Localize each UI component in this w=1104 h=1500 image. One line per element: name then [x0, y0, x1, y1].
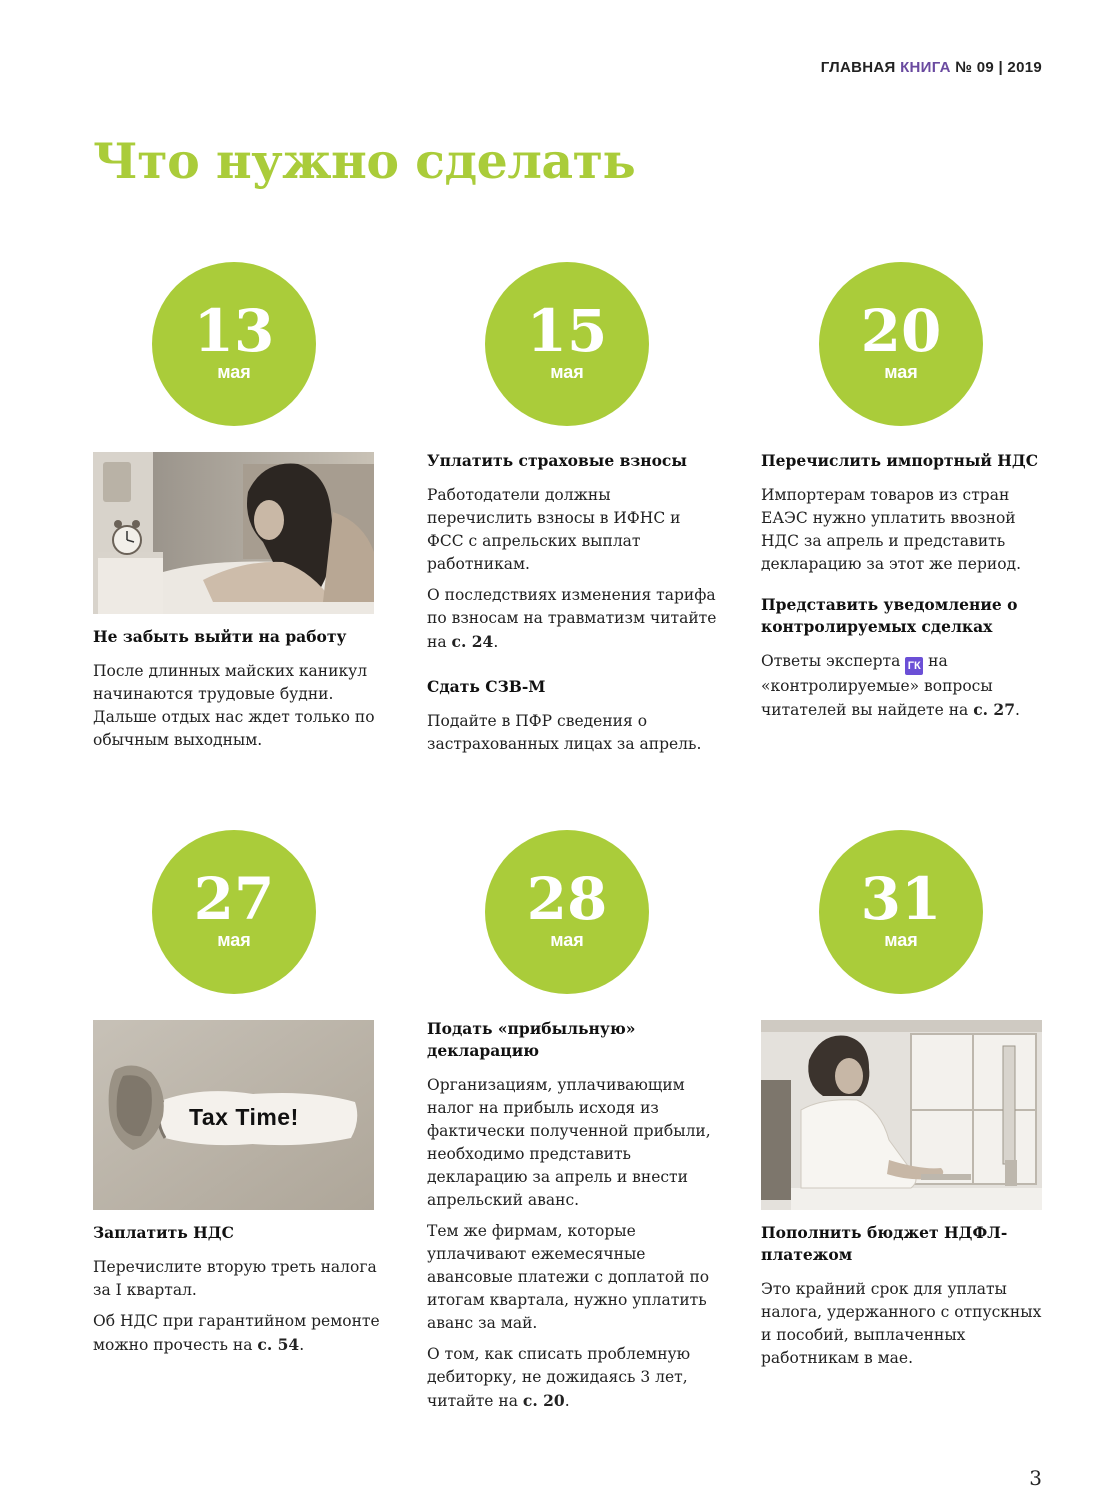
task-block-may15 — [427, 450, 717, 764]
task-block-may31 — [761, 1222, 1051, 1378]
task-title: Уплатить страховые взносы — [427, 451, 687, 470]
issue-number: № 09 | 2019 — [955, 59, 1042, 76]
brand-accent: КНИГА — [900, 59, 951, 76]
date-day: 20 — [860, 297, 942, 365]
date-day: 27 — [193, 865, 275, 933]
page-reference-link[interactable]: с. 27 — [973, 700, 1016, 719]
task-text: О последствиях изменения тарифа по взносам на травматизм читайте на с. 24. — [427, 586, 717, 651]
task-title: Пополнить бюджет НДФЛ-платежом — [761, 1223, 1008, 1264]
date-day: 13 — [193, 297, 275, 365]
date-day: 15 — [526, 297, 608, 365]
task-title: Представить уведомление о контролируемых сделках — [761, 595, 1018, 636]
photo-woman-at-computer — [761, 1020, 1042, 1210]
task-text: Организациям, уплачивающим налог на прибыль исходя из фактически полученной прибыли, необходимо представить декларацию за апрель и внести апрельский аванс. — [427, 1076, 711, 1209]
page-reference-link[interactable]: с. 20 — [522, 1391, 565, 1410]
date-month: мая — [217, 930, 251, 950]
task-block-may13 — [93, 626, 383, 760]
page-number: 3 — [1029, 1466, 1042, 1490]
task-text: Перечислите вторую треть налога за I квартал. — [93, 1258, 377, 1299]
task-text: Тем же фирмам, которые уплачивают ежемесячные авансовые платежи с доплатой по итогам квартала, нужно уплатить аванс за май. — [427, 1222, 710, 1332]
task-text-part: Об НДС при гарантийном ремонте можно прочесть на — [93, 1312, 380, 1354]
date-circle-15 — [485, 262, 649, 426]
photo-tax-time-torn-paper — [93, 1020, 374, 1210]
task-text-part: О последствиях изменения тарифа по взносам на травматизм читайте на — [427, 586, 717, 651]
date-circle-27 — [152, 830, 316, 994]
task-text: О том, как списать проблемную дебиторку, не дожидаясь 3 лет, читайте на с. 20. — [427, 1345, 691, 1410]
task-text: Работодатели должны перечислить взносы в ИФНС и ФСС с апрельских выплат работникам. — [427, 486, 681, 573]
page-reference-link[interactable]: с. 54 — [257, 1335, 300, 1354]
page-title: Что нужно сделать — [93, 132, 636, 190]
task-title: Подать «прибыльную» декларацию — [427, 1019, 636, 1060]
task-title: Перечислить импортный НДС — [761, 451, 1039, 470]
date-circle-31 — [819, 830, 983, 994]
task-title: Не забыть выйти на работу — [93, 627, 347, 646]
expert-badge-icon: ГК — [905, 657, 923, 675]
task-text: Об НДС при гарантийном ремонте можно прочесть на с. 54. — [93, 1312, 380, 1354]
task-text: Импортерам товаров из стран ЕАЭС нужно уплатить ввозной НДС за апрель и представить декларацию за этот же период. — [761, 486, 1022, 573]
date-month: мая — [884, 930, 918, 950]
task-block-may27 — [93, 1222, 383, 1365]
date-month: мая — [550, 930, 584, 950]
tax-time-text: Tax Time! — [189, 1104, 299, 1130]
brand-main: ГЛАВНАЯ — [820, 59, 896, 76]
magazine-header — [821, 59, 1042, 76]
task-text-part: на «контролируемые» вопросы читателей вы найдете на — [761, 652, 993, 719]
date-day: 28 — [526, 865, 608, 933]
task-text: Подайте в ПФР сведения о застрахованных лицах за апрель. — [427, 712, 702, 753]
date-month: мая — [217, 362, 251, 382]
task-text-part: О том, как списать проблемную дебиторку, не дожидаясь 3 лет, читайте на — [427, 1345, 691, 1410]
task-title: Сдать СЗВ-М — [427, 677, 546, 696]
date-circle-13 — [152, 262, 316, 426]
task-block-may20 — [761, 450, 1051, 730]
date-circle-28 — [485, 830, 649, 994]
date-day: 31 — [860, 865, 942, 933]
task-text-part: Ответы эксперта — [761, 652, 906, 670]
page-reference-link[interactable]: с. 24 — [451, 632, 494, 651]
task-block-may28 — [427, 1018, 717, 1421]
task-title: Заплатить НДС — [93, 1223, 234, 1242]
date-circle-20 — [819, 262, 983, 426]
date-month: мая — [884, 362, 918, 382]
date-month: мая — [550, 362, 584, 382]
task-text: После длинных майских каникул начинаются трудовые будни. Дальше отдых нас ждет только по обычным выходным. — [93, 662, 375, 749]
photo-woman-alarm-clock — [93, 452, 374, 614]
task-text: Это крайний срок для уплаты налога, удержанного с отпускных и пособий, выплаченных работникам в мае. — [761, 1280, 1042, 1367]
task-text: Ответы эксперта ГК на «контролируемые» вопросы читателей вы найдете на с. 27. — [761, 652, 1020, 719]
